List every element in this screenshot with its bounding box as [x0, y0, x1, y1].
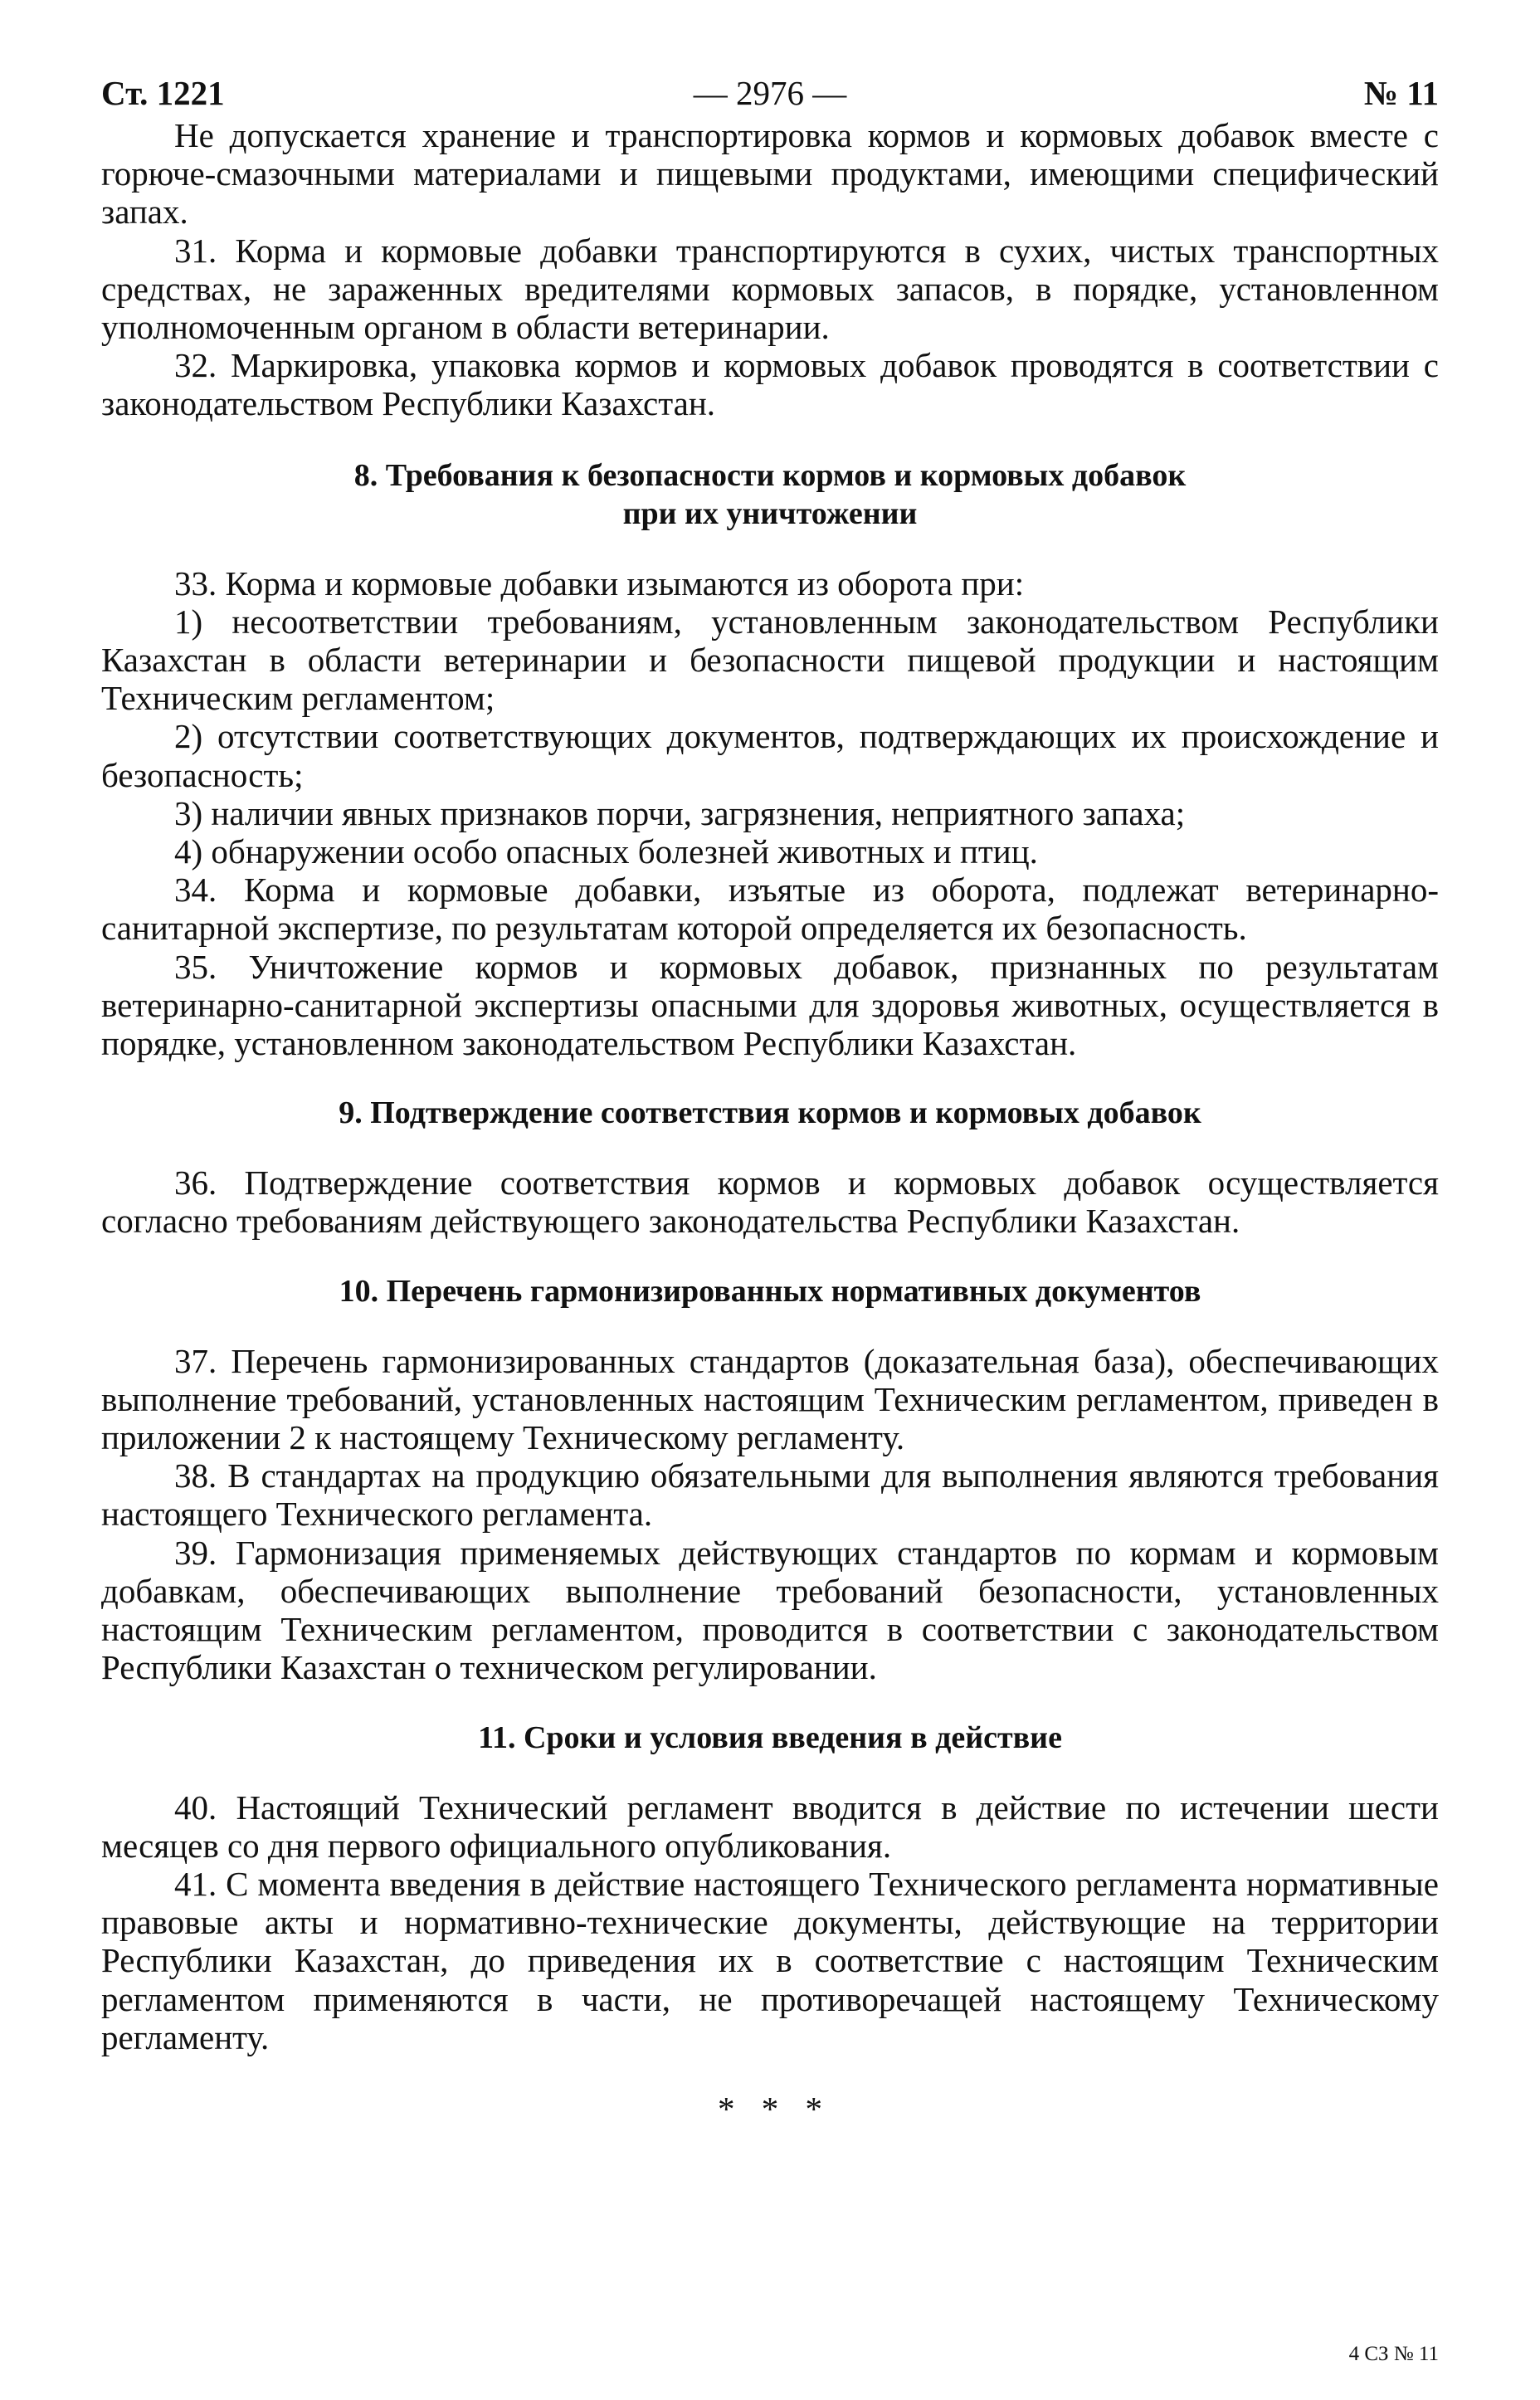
paragraph: 4) обнаружении особо опасных болезней животных и птиц.	[174, 832, 1038, 871]
paragraph: Не допускается хранение и транспортировка кормов и кормовых добавок вместе с горюче-смазочными материалами и пищевыми продуктами, имеющими специфический запах.	[101, 116, 1439, 232]
section-separator: * * *	[718, 2089, 822, 2128]
page-header	[101, 70, 1439, 116]
paragraph: 38. В стандартах на продукцию обязательными для выполнения являются требования настоящего Технического регламента.	[101, 1456, 1439, 1534]
paragraph: 33. Корма и кормовые добавки изымаются из оборота при:	[174, 563, 1025, 602]
document-page	[101, 70, 1439, 2128]
paragraph: 31. Корма и кормовые добавки транспортируются в сухих, чистых транспортных средствах, не зараженных вредителями кормовых запасов, в порядке, установленном уполномоченным органом в области ветеринарии.	[101, 231, 1439, 347]
section-heading-line: при их уничтожении	[622, 495, 918, 531]
paragraph: 2) отсутствии соответствующих документов, подтверждающих их происхождение и безопасность;	[101, 717, 1439, 794]
paragraph: 39. Гармонизация применяемых действующих стандартов по кормам и кормовым добавкам, обеспечивающих выполнение требований безопасности, установленных настоящим Техническим регламентом, проводится в соответствии с законодательством Республики Казахстан о техническом регулировании.	[101, 1533, 1439, 1687]
page-footer: 4 СЗ № 11	[1348, 2343, 1439, 2365]
paragraph: 41. С момента введения в действие настоящего Технического регламента нормативные правовые акты и нормативно-технические документы, действующие на территории Республики Казахстан, до приведения их в соответствие с настоящим Техническим регламентом применяются в части, не противоречащей настоящему Техническому регламенту.	[101, 1864, 1439, 2056]
section-heading-line: 8. Требования к безопасности кормов и кормовых добавок	[353, 457, 1187, 493]
paragraph: 3) наличии явных признаков порчи, загрязнения, неприятного запаха;	[174, 793, 1186, 832]
paragraph: 40. Настоящий Технический регламент вводится в действие по истечении шести месяцев со дня первого официального опубликования.	[101, 1788, 1439, 1865]
section-heading-9: 9. Подтверждение соответствия кормов и кормовых добавок	[339, 1095, 1201, 1131]
section-heading-10: 10. Перечень гармонизированных нормативных документов	[339, 1273, 1201, 1309]
section-heading-8	[101, 456, 1439, 533]
paragraph: 37. Перечень гармонизированных стандартов (доказательная база), обеспечивающих выполнение требований, установленных настоящим Техническим регламентом, приведен в приложении 2 к настоящему Техническому регламенту.	[101, 1341, 1439, 1457]
paragraph: 35. Уничтожение кормов и кормовых добавок, признанных по результатам ветеринарно-санитарной экспертизы опасными для здоровья животных, осуществляется в порядке, установленном законодательством Республики Казахстан.	[101, 947, 1439, 1063]
issue-number: № 11	[1363, 74, 1439, 112]
section-heading-11: 11. Сроки и условия введения в действие	[478, 1720, 1062, 1755]
article-number: Ст. 1221	[101, 74, 225, 112]
page-number: — 2976 —	[693, 74, 847, 112]
paragraph: 34. Корма и кормовые добавки, изъятые из оборота, подлежат ветеринарно-санитарной экспертизе, по результатам которой определяется их безопасность.	[101, 871, 1439, 948]
paragraph: 32. Маркировка, упаковка кормов и кормовых добавок проводятся в соответствии с законодательством Республики Казахстан.	[101, 346, 1439, 423]
paragraph: 36. Подтверждение соответствия кормов и кормовых добавок осуществляется согласно требованиям действующего законодательства Республики Казахстан.	[101, 1163, 1439, 1241]
paragraph: 1) несоответствии требованиям, установленным законодательством Республики Казахстан в области ветеринарии и безопасности пищевой продукции и настоящим Техническим регламентом;	[101, 602, 1439, 718]
